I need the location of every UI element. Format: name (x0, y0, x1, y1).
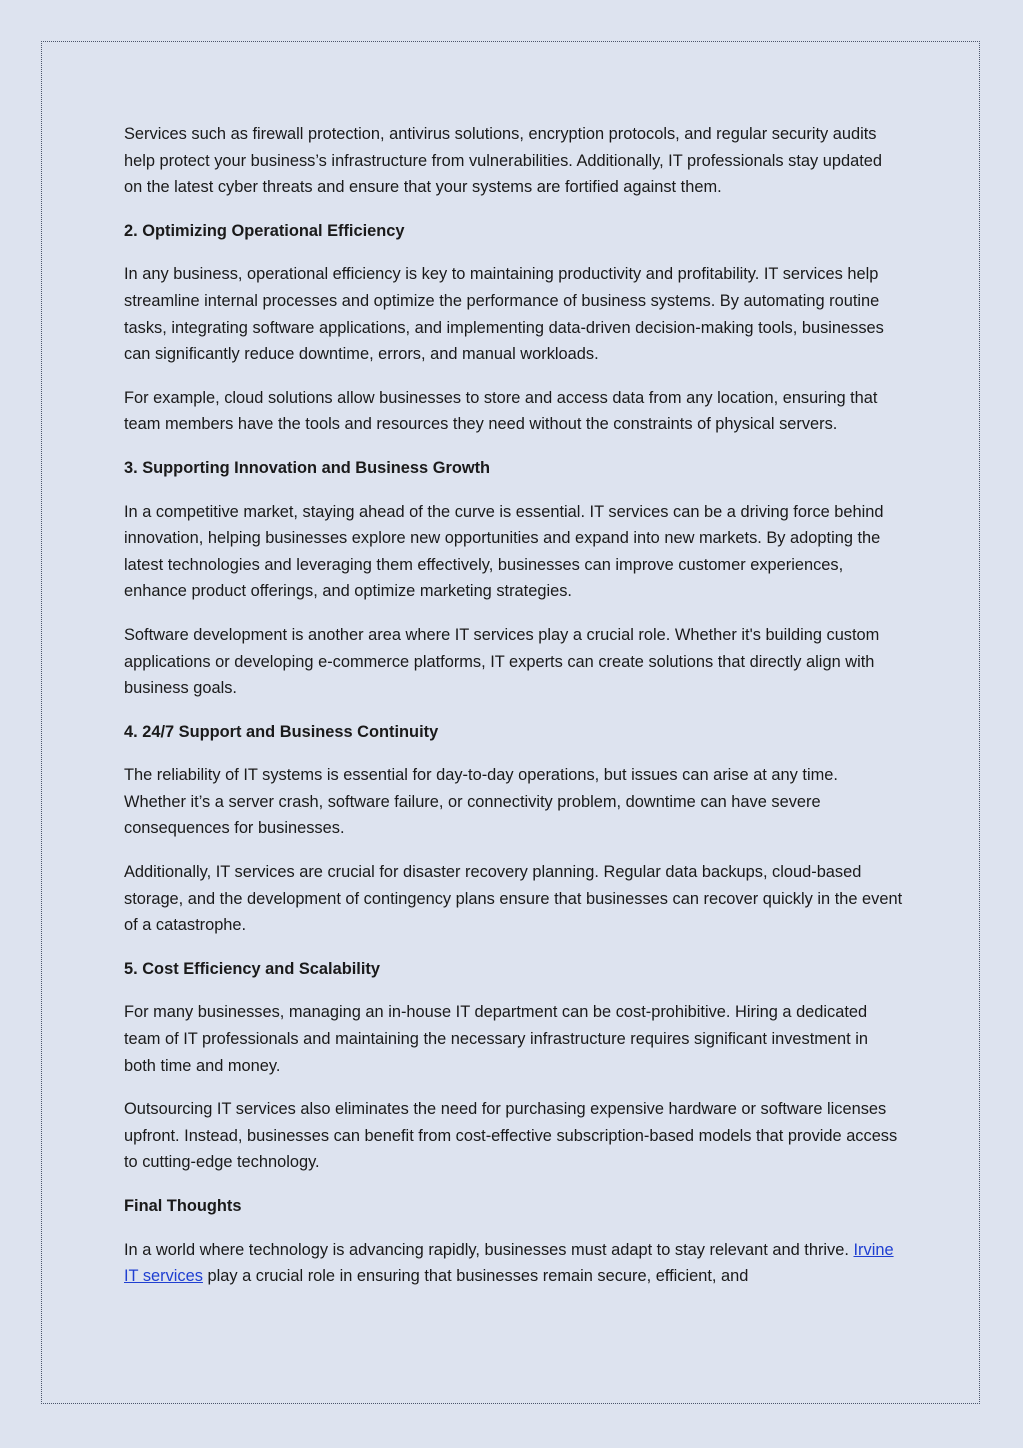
document-body (124, 121, 904, 1307)
heading-support-continuity: 4. 24/7 Support and Business Continuity (124, 722, 439, 741)
paragraph-software-development: Software development is another area where IT services play a crucial role. Whether it's building custom applications or developing e-commerce platforms, IT experts can create solutions that directly align with business goals. (124, 625, 880, 698)
paragraph-cloud-example: For example, cloud solutions allow businesses to store and access data from any location, ensuring that team members have the tools and resources they need without the constraints of physical servers. (124, 388, 878, 434)
paragraph-final-thoughts (124, 1237, 904, 1290)
heading-cost-efficiency: 5. Cost Efficiency and Scalability (124, 959, 380, 978)
irvine-it-services-link[interactable]: Irvine IT services (124, 1240, 894, 1286)
heading-final-thoughts: Final Thoughts (124, 1197, 242, 1215)
heading-operational-efficiency: 2. Optimizing Operational Efficiency (124, 221, 405, 240)
paragraph-competitive-market: In a competitive market, staying ahead of the curve is essential. IT services can be a driving force behind innovation, helping businesses explore new opportunities and expand into new markets. By adopting the latest technologies and leveraging them effectively, businesses can improve customer experiences, enhance product offerings, and optimize marketing strategies. (124, 502, 884, 601)
paragraph-security-services: Services such as firewall protection, antivirus solutions, encryption protocols, and regular security audits help protect your business’s infrastructure from vulnerabilities. Additionally, IT professionals stay updated on the latest cyber threats and ensure that your systems are fortified against them. (124, 125, 883, 197)
paragraph-disaster-recovery: Additionally, IT services are crucial for disaster recovery planning. Regular data backups, cloud-based storage, and the development of contingency plans ensure that businesses can recover quickly in the event of a catastrophe. (124, 863, 903, 935)
paragraph-in-house-cost: For many businesses, managing an in-house IT department can be cost-prohibitive. Hiring a dedicated team of IT professionals and maintaining the necessary infrastructure requires significant investment in both time and money. (124, 1003, 869, 1075)
paragraph-outsourcing: Outsourcing IT services also eliminates the need for purchasing expensive hardware or software licenses upfront. Instead, businesses can benefit from cost-effective subscription-based models that provide access to cutting-edge technology. (124, 1100, 898, 1172)
heading-innovation-growth: 3. Supporting Innovation and Business Growth (124, 458, 491, 477)
final-text-before-link: In a world where technology is advancing rapidly, businesses must adapt to stay relevant and thrive. (124, 1240, 854, 1259)
paragraph-operational-efficiency: In any business, operational efficiency is key to maintaining productivity and profitability. IT services help streamline internal processes and optimize the performance of business systems. By automating routine tasks, integrating software applications, and implementing data-driven decision-making tools, businesses can significantly reduce downtime, errors, and manual workloads. (124, 265, 884, 364)
paragraph-reliability: The reliability of IT systems is essential for day-to-day operations, but issues can arise at any time. Whether it’s a server crash, software failure, or connectivity problem, downtime can have severe consequences for businesses. (124, 766, 838, 838)
final-text-after-link: play a crucial role in ensuring that businesses remain secure, efficient, and (202, 1267, 749, 1286)
